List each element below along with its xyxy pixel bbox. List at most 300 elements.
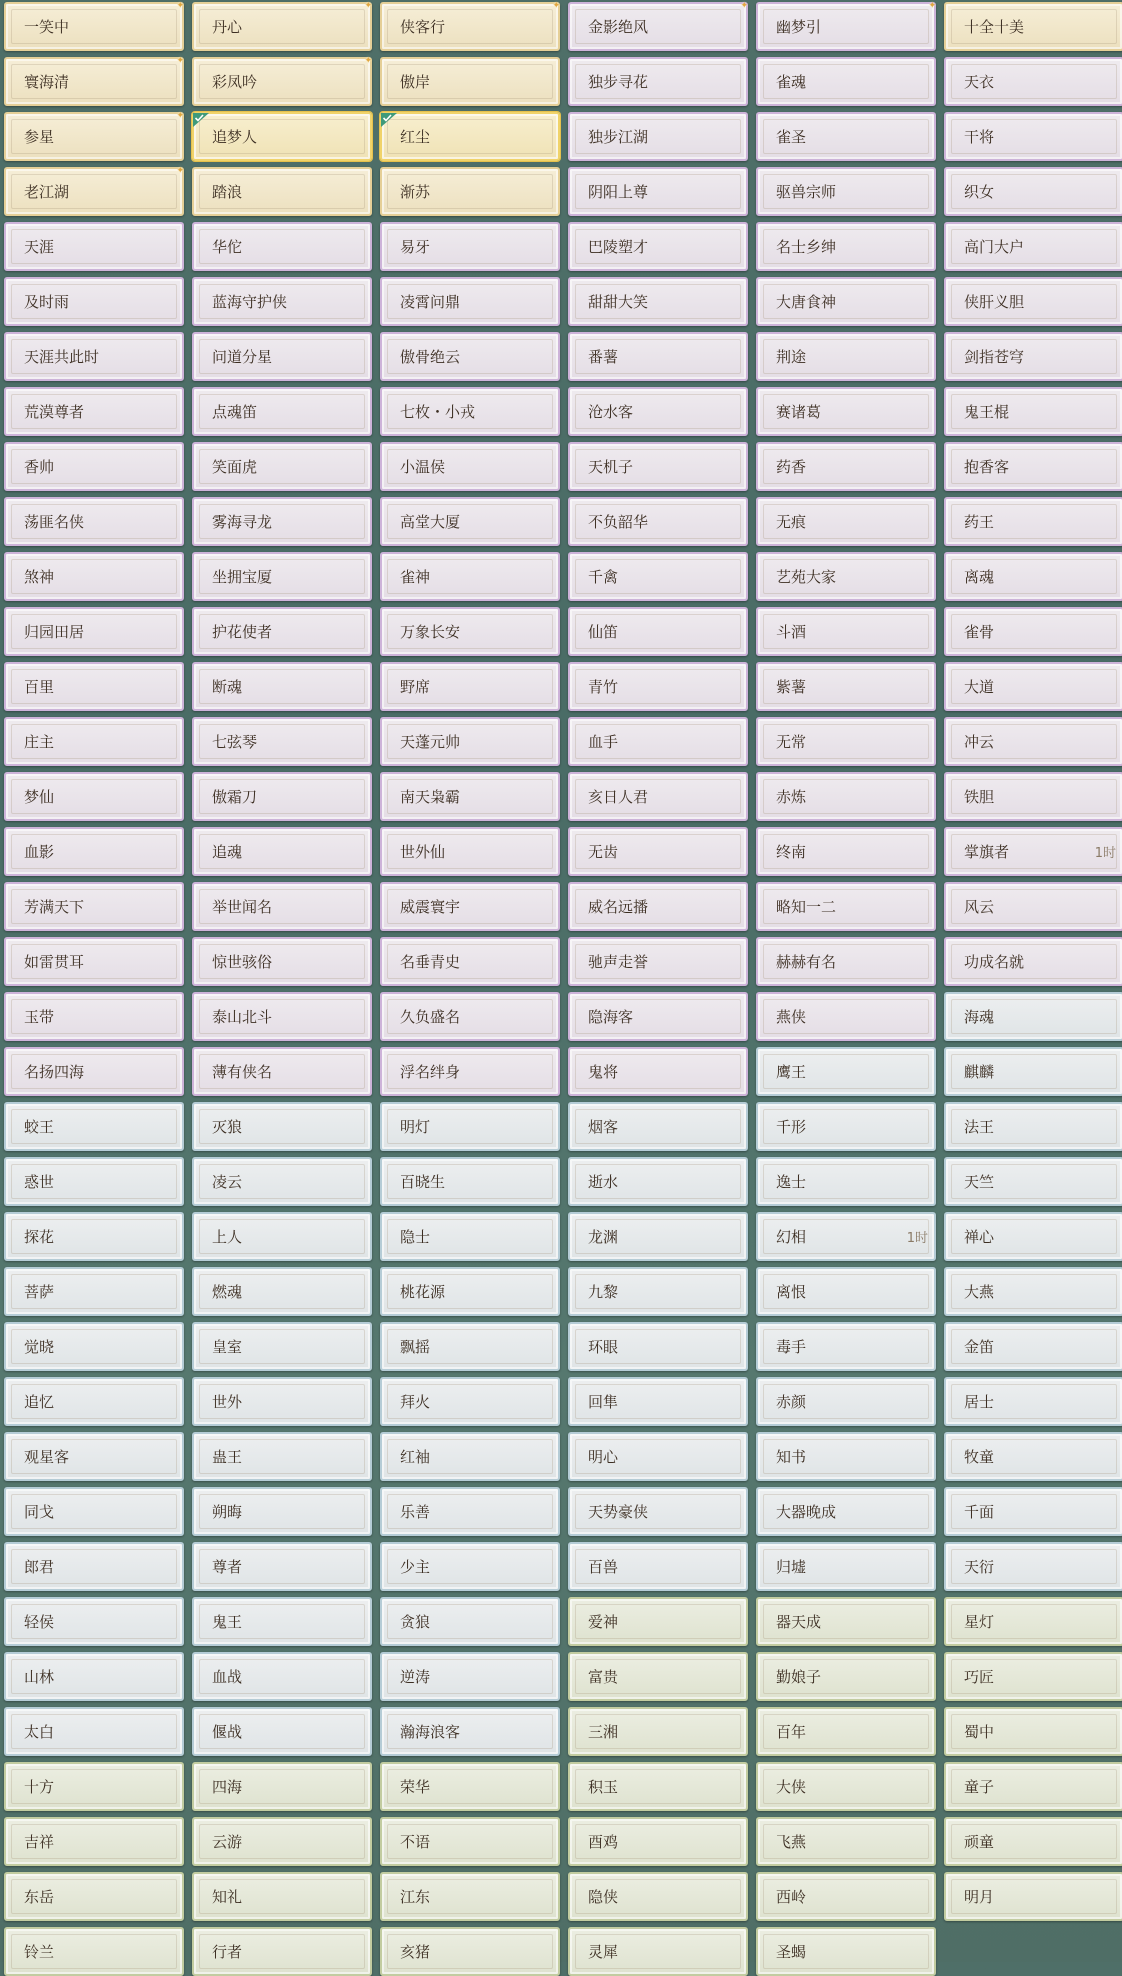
title-tile[interactable] <box>756 772 936 821</box>
title-tile[interactable] <box>4 1047 184 1096</box>
title-tile[interactable] <box>4 1157 184 1206</box>
title-tile[interactable] <box>944 937 1122 986</box>
title-tile[interactable] <box>568 882 748 931</box>
title-tile[interactable] <box>944 717 1122 766</box>
title-tile[interactable] <box>4 992 184 1041</box>
title-label: 艺苑大家 <box>776 568 837 586</box>
title-tile[interactable] <box>756 1542 936 1591</box>
title-tile[interactable] <box>568 1762 748 1811</box>
title-tile[interactable] <box>4 1432 184 1481</box>
title-tile[interactable] <box>944 497 1122 546</box>
title-tile[interactable] <box>944 772 1122 821</box>
title-tile[interactable] <box>4 1542 184 1591</box>
title-tile[interactable] <box>380 1707 560 1756</box>
title-tile[interactable] <box>756 112 936 161</box>
title-tile[interactable] <box>568 1377 748 1426</box>
title-tile[interactable] <box>944 882 1122 931</box>
title-tile[interactable] <box>380 1487 560 1536</box>
title-tile[interactable] <box>944 1377 1122 1426</box>
title-label: 赫赫有名 <box>776 953 837 971</box>
title-label: 器天成 <box>776 1613 822 1631</box>
title-tile[interactable] <box>192 1212 372 1261</box>
title-tile[interactable] <box>4 2 184 51</box>
title-tile[interactable] <box>192 1872 372 1921</box>
title-tile[interactable] <box>568 1102 748 1151</box>
title-label: 山林 <box>24 1668 55 1686</box>
corner-star-icon: ✦ <box>176 166 184 176</box>
title-tile[interactable] <box>756 937 936 986</box>
title-label: 江东 <box>400 1888 431 1906</box>
title-tile[interactable] <box>756 1212 936 1261</box>
title-tile[interactable] <box>192 497 372 546</box>
title-tile[interactable] <box>380 1322 560 1371</box>
title-tile[interactable] <box>756 277 936 326</box>
title-tile[interactable] <box>380 1762 560 1811</box>
title-tile[interactable] <box>380 772 560 821</box>
title-tile[interactable] <box>192 1597 372 1646</box>
title-tile[interactable] <box>380 442 560 491</box>
title-label: 红尘 <box>400 128 431 146</box>
title-tile[interactable] <box>756 607 936 656</box>
title-label: 尊者 <box>212 1558 243 1576</box>
title-label: 逆涛 <box>400 1668 431 1686</box>
title-tile[interactable] <box>380 992 560 1041</box>
title-tile[interactable] <box>4 1652 184 1701</box>
title-tile[interactable] <box>756 57 936 106</box>
title-label: 归墟 <box>776 1558 807 1576</box>
title-label: 斗酒 <box>776 623 807 641</box>
title-tile[interactable] <box>944 1817 1122 1866</box>
title-tile[interactable] <box>568 57 748 106</box>
title-label: 威名远播 <box>588 898 649 916</box>
title-tile[interactable] <box>192 1432 372 1481</box>
title-label: 明灯 <box>400 1118 431 1136</box>
title-tile[interactable] <box>380 1047 560 1096</box>
title-tile[interactable] <box>4 772 184 821</box>
title-tile[interactable] <box>756 1322 936 1371</box>
title-tile[interactable] <box>192 1707 372 1756</box>
title-tile[interactable] <box>944 387 1122 436</box>
title-label: 飘摇 <box>400 1338 431 1356</box>
check-icon <box>381 113 397 127</box>
title-tile[interactable] <box>756 1762 936 1811</box>
title-tile[interactable] <box>4 937 184 986</box>
title-tile[interactable] <box>192 552 372 601</box>
title-tile[interactable] <box>380 882 560 931</box>
title-label: 织女 <box>964 183 995 201</box>
title-tile[interactable] <box>756 552 936 601</box>
title-label: 幽梦引 <box>776 18 822 36</box>
title-tile[interactable] <box>380 167 560 216</box>
title-label: 断魂 <box>212 678 243 696</box>
title-tile[interactable] <box>944 607 1122 656</box>
title-label: 觉晓 <box>24 1338 55 1356</box>
title-tile[interactable] <box>192 442 372 491</box>
title-label: 金笛 <box>964 1338 995 1356</box>
title-tile[interactable] <box>568 1927 748 1976</box>
title-tile[interactable] <box>756 1872 936 1921</box>
title-tile[interactable] <box>4 1322 184 1371</box>
title-label: 明心 <box>588 1448 619 1466</box>
title-label: 轻侯 <box>24 1613 55 1631</box>
title-tile[interactable] <box>568 827 748 876</box>
title-tile[interactable] <box>192 1377 372 1426</box>
title-tile[interactable] <box>756 332 936 381</box>
title-tile[interactable] <box>568 717 748 766</box>
title-tile[interactable] <box>756 1267 936 1316</box>
title-label: 护花使者 <box>212 623 273 641</box>
title-tile[interactable] <box>4 1487 184 1536</box>
title-tile[interactable] <box>380 387 560 436</box>
title-tile[interactable] <box>944 992 1122 1041</box>
title-tile[interactable] <box>380 1597 560 1646</box>
title-label: 麒麟 <box>964 1063 995 1081</box>
title-label: 千面 <box>964 1503 995 1521</box>
title-tile[interactable] <box>756 1047 936 1096</box>
title-label: 离恨 <box>776 1283 807 1301</box>
title-tile[interactable] <box>380 937 560 986</box>
title-label: 巴陵塑才 <box>588 238 649 256</box>
title-label: 小温侯 <box>400 458 446 476</box>
title-label: 傲岸 <box>400 73 431 91</box>
title-label: 笑面虎 <box>212 458 258 476</box>
title-label: 七弦琴 <box>212 733 258 751</box>
title-tile[interactable] <box>756 882 936 931</box>
title-tile[interactable] <box>568 1597 748 1646</box>
title-label: 太白 <box>24 1723 55 1741</box>
title-label: 逝水 <box>588 1173 619 1191</box>
title-tile[interactable] <box>568 607 748 656</box>
title-tile[interactable] <box>756 2 936 51</box>
title-label: 彩凤吟 <box>212 73 258 91</box>
title-label: 雀圣 <box>776 128 807 146</box>
title-tile[interactable] <box>756 1377 936 1426</box>
title-tile[interactable] <box>192 1102 372 1151</box>
title-label: 三湘 <box>588 1723 619 1741</box>
title-label: 十全十美 <box>964 18 1025 36</box>
title-label: 剑指苍穹 <box>964 348 1025 366</box>
title-tile[interactable] <box>944 1707 1122 1756</box>
title-tile[interactable] <box>944 1267 1122 1316</box>
title-tile[interactable] <box>756 1927 936 1976</box>
title-tile[interactable] <box>380 1432 560 1481</box>
title-tile[interactable] <box>380 827 560 876</box>
title-tile[interactable] <box>944 827 1122 876</box>
title-tile[interactable] <box>568 1487 748 1536</box>
title-tile[interactable] <box>944 1432 1122 1481</box>
title-tile[interactable] <box>756 1817 936 1866</box>
title-tile[interactable] <box>4 1597 184 1646</box>
title-tile[interactable] <box>4 387 184 436</box>
title-label: 云游 <box>212 1833 243 1851</box>
title-tile[interactable] <box>756 827 936 876</box>
title-tile[interactable] <box>380 112 560 161</box>
title-tile[interactable] <box>4 552 184 601</box>
title-tile[interactable] <box>192 937 372 986</box>
title-label: 名扬四海 <box>24 1063 85 1081</box>
title-tile[interactable] <box>192 1762 372 1811</box>
title-tile[interactable] <box>568 387 748 436</box>
title-tile[interactable] <box>4 497 184 546</box>
title-label: 乐善 <box>400 1503 431 1521</box>
title-tile[interactable] <box>192 387 372 436</box>
title-tile[interactable] <box>944 1157 1122 1206</box>
title-tile[interactable] <box>380 1157 560 1206</box>
title-label: 问道分星 <box>212 348 273 366</box>
title-label: 芳满天下 <box>24 898 85 916</box>
title-tile[interactable] <box>944 167 1122 216</box>
title-tile[interactable] <box>4 1927 184 1976</box>
title-tile[interactable] <box>944 1597 1122 1646</box>
title-label: 驱兽宗师 <box>776 183 837 201</box>
title-tile[interactable] <box>756 1102 936 1151</box>
title-label: 皇室 <box>212 1338 243 1356</box>
title-label: 坐拥宝厦 <box>212 568 273 586</box>
title-label: 鬼将 <box>588 1063 619 1081</box>
title-tile[interactable] <box>568 1432 748 1481</box>
title-tile[interactable] <box>944 1322 1122 1371</box>
title-tile[interactable] <box>756 1707 936 1756</box>
title-tile[interactable] <box>944 2 1122 51</box>
title-tile[interactable] <box>568 1707 748 1756</box>
title-tile[interactable] <box>192 882 372 931</box>
title-label: 鹰王 <box>776 1063 807 1081</box>
title-tile[interactable] <box>4 1102 184 1151</box>
title-tile[interactable] <box>4 1377 184 1426</box>
title-tile[interactable] <box>756 167 936 216</box>
title-tile[interactable] <box>4 1212 184 1261</box>
title-tile[interactable] <box>192 1817 372 1866</box>
title-tile[interactable] <box>756 1432 936 1481</box>
title-tile[interactable] <box>4 882 184 931</box>
title-tile[interactable] <box>4 827 184 876</box>
title-tile[interactable] <box>192 1157 372 1206</box>
title-tile[interactable] <box>192 1047 372 1096</box>
title-label: 易牙 <box>400 238 431 256</box>
title-tile[interactable] <box>4 332 184 381</box>
title-tile[interactable] <box>380 1652 560 1701</box>
title-tile[interactable] <box>380 1377 560 1426</box>
title-label: 侠肝义胆 <box>964 293 1025 311</box>
title-label: 泰山北斗 <box>212 1008 273 1026</box>
title-tile[interactable] <box>380 332 560 381</box>
title-label: 一笑中 <box>24 18 70 36</box>
title-tile[interactable] <box>380 1102 560 1151</box>
title-label: 离魂 <box>964 568 995 586</box>
title-label: 幻相 <box>776 1228 807 1246</box>
title-tile[interactable] <box>192 112 372 161</box>
title-label: 高堂大厦 <box>400 513 461 531</box>
title-tile[interactable] <box>192 1487 372 1536</box>
title-tile[interactable] <box>568 1872 748 1921</box>
title-tile[interactable] <box>568 1267 748 1316</box>
title-tile[interactable] <box>4 717 184 766</box>
title-tile[interactable] <box>4 222 184 271</box>
title-tile[interactable] <box>944 1047 1122 1096</box>
title-tile[interactable] <box>4 442 184 491</box>
title-tile[interactable] <box>4 1872 184 1921</box>
title-label: 天势豪侠 <box>588 1503 649 1521</box>
title-tile[interactable] <box>380 277 560 326</box>
title-label: 雀神 <box>400 568 431 586</box>
title-tile[interactable] <box>4 277 184 326</box>
title-tile[interactable] <box>756 497 936 546</box>
title-tile[interactable] <box>944 552 1122 601</box>
title-tile[interactable] <box>192 992 372 1041</box>
title-tile[interactable] <box>944 1102 1122 1151</box>
title-tile[interactable] <box>192 57 372 106</box>
title-label: 环眼 <box>588 1338 619 1356</box>
title-tile[interactable] <box>568 112 748 161</box>
title-label: 拜火 <box>400 1393 431 1411</box>
title-tile[interactable] <box>944 1542 1122 1591</box>
title-label: 点魂笛 <box>212 403 258 421</box>
title-tile[interactable] <box>568 222 748 271</box>
title-label: 名垂青史 <box>400 953 461 971</box>
title-label: 赤炼 <box>776 788 807 806</box>
title-tile[interactable] <box>380 662 560 711</box>
title-label: 番薯 <box>588 348 619 366</box>
title-tile[interactable] <box>4 662 184 711</box>
title-tile[interactable] <box>380 552 560 601</box>
title-tile[interactable] <box>192 1652 372 1701</box>
title-tile[interactable] <box>380 1927 560 1976</box>
title-tile[interactable] <box>192 772 372 821</box>
title-label: 侠客行 <box>400 18 446 36</box>
title-tile[interactable] <box>192 1267 372 1316</box>
title-tile[interactable] <box>380 1542 560 1591</box>
title-label: 追魂 <box>212 843 243 861</box>
title-tile[interactable] <box>944 1212 1122 1261</box>
title-tile[interactable] <box>944 112 1122 161</box>
title-label: 不语 <box>400 1833 431 1851</box>
title-tile[interactable] <box>192 222 372 271</box>
title-tile[interactable] <box>568 552 748 601</box>
title-tile[interactable] <box>756 1597 936 1646</box>
title-tile[interactable] <box>4 57 184 106</box>
title-tile[interactable] <box>568 1322 748 1371</box>
title-tile[interactable] <box>192 827 372 876</box>
title-tile[interactable] <box>192 662 372 711</box>
title-tile[interactable] <box>568 277 748 326</box>
title-tile[interactable] <box>568 167 748 216</box>
time-badge: 1时 <box>1094 846 1116 861</box>
title-tile[interactable] <box>192 1927 372 1976</box>
title-tile[interactable] <box>568 442 748 491</box>
title-tile[interactable] <box>944 1487 1122 1536</box>
title-tile[interactable] <box>4 1817 184 1866</box>
title-tile[interactable] <box>756 1157 936 1206</box>
title-tile[interactable] <box>756 717 936 766</box>
title-label: 及时雨 <box>24 293 70 311</box>
title-tile[interactable] <box>380 2 560 51</box>
title-tile[interactable] <box>944 662 1122 711</box>
title-tile[interactable] <box>944 1652 1122 1701</box>
title-tile[interactable] <box>944 1762 1122 1811</box>
title-tile[interactable] <box>568 1542 748 1591</box>
title-label: 千禽 <box>588 568 619 586</box>
title-tile[interactable] <box>944 1872 1122 1921</box>
title-tile[interactable] <box>380 497 560 546</box>
title-tile[interactable] <box>4 1707 184 1756</box>
title-label: 鬼王棍 <box>964 403 1010 421</box>
title-tile[interactable] <box>756 662 936 711</box>
title-tile[interactable] <box>192 607 372 656</box>
title-tile[interactable] <box>944 57 1122 106</box>
title-tile[interactable] <box>380 1817 560 1866</box>
title-tile[interactable] <box>380 57 560 106</box>
title-tile[interactable] <box>756 387 936 436</box>
title-tile[interactable] <box>192 332 372 381</box>
title-tile[interactable] <box>380 1212 560 1261</box>
title-tile[interactable] <box>380 717 560 766</box>
title-tile[interactable] <box>756 222 936 271</box>
title-label: 驰声走誉 <box>588 953 649 971</box>
title-label: 凌云 <box>212 1173 243 1191</box>
title-tile[interactable] <box>568 1047 748 1096</box>
title-tile[interactable] <box>568 662 748 711</box>
title-tile[interactable] <box>568 497 748 546</box>
title-tile[interactable] <box>192 2 372 51</box>
title-tile[interactable] <box>756 442 936 491</box>
title-tile[interactable] <box>4 167 184 216</box>
title-tile[interactable] <box>380 1267 560 1316</box>
title-tile[interactable] <box>380 1872 560 1921</box>
title-tile[interactable] <box>192 717 372 766</box>
title-tile[interactable] <box>192 1542 372 1591</box>
title-label: 千形 <box>776 1118 807 1136</box>
title-tile[interactable] <box>192 167 372 216</box>
title-label: 雀魂 <box>776 73 807 91</box>
title-tile[interactable] <box>568 1652 748 1701</box>
title-tile[interactable] <box>4 1762 184 1811</box>
title-tile[interactable] <box>380 607 560 656</box>
title-label: 大道 <box>964 678 995 696</box>
title-tile[interactable] <box>568 2 748 51</box>
title-label: 丹心 <box>212 18 243 36</box>
title-tile[interactable] <box>4 112 184 161</box>
title-tile[interactable] <box>568 1817 748 1866</box>
title-tile[interactable] <box>944 277 1122 326</box>
title-tile[interactable] <box>192 1322 372 1371</box>
title-tile[interactable] <box>568 1157 748 1206</box>
title-tile[interactable] <box>568 772 748 821</box>
title-label: 飞燕 <box>776 1833 807 1851</box>
title-tile[interactable] <box>756 1652 936 1701</box>
title-label: 追梦人 <box>212 128 258 146</box>
corner-star-icon: ✦ <box>552 1 560 11</box>
title-tile[interactable] <box>944 332 1122 381</box>
title-tile[interactable] <box>568 937 748 986</box>
title-label: 瀚海浪客 <box>400 1723 461 1741</box>
title-label: 百年 <box>776 1723 807 1741</box>
title-tile[interactable] <box>756 992 936 1041</box>
title-tile[interactable] <box>4 1267 184 1316</box>
title-tile[interactable] <box>4 607 184 656</box>
title-tile[interactable] <box>568 332 748 381</box>
title-tile[interactable] <box>568 992 748 1041</box>
title-tile[interactable] <box>944 442 1122 491</box>
title-label: 风云 <box>964 898 995 916</box>
title-label: 隐侠 <box>588 1888 619 1906</box>
title-label: 烟客 <box>588 1118 619 1136</box>
title-tile[interactable] <box>192 277 372 326</box>
title-tile[interactable] <box>380 222 560 271</box>
title-tile[interactable] <box>756 1487 936 1536</box>
title-label: 药香 <box>776 458 807 476</box>
title-tile[interactable] <box>568 1212 748 1261</box>
title-tile[interactable] <box>944 222 1122 271</box>
